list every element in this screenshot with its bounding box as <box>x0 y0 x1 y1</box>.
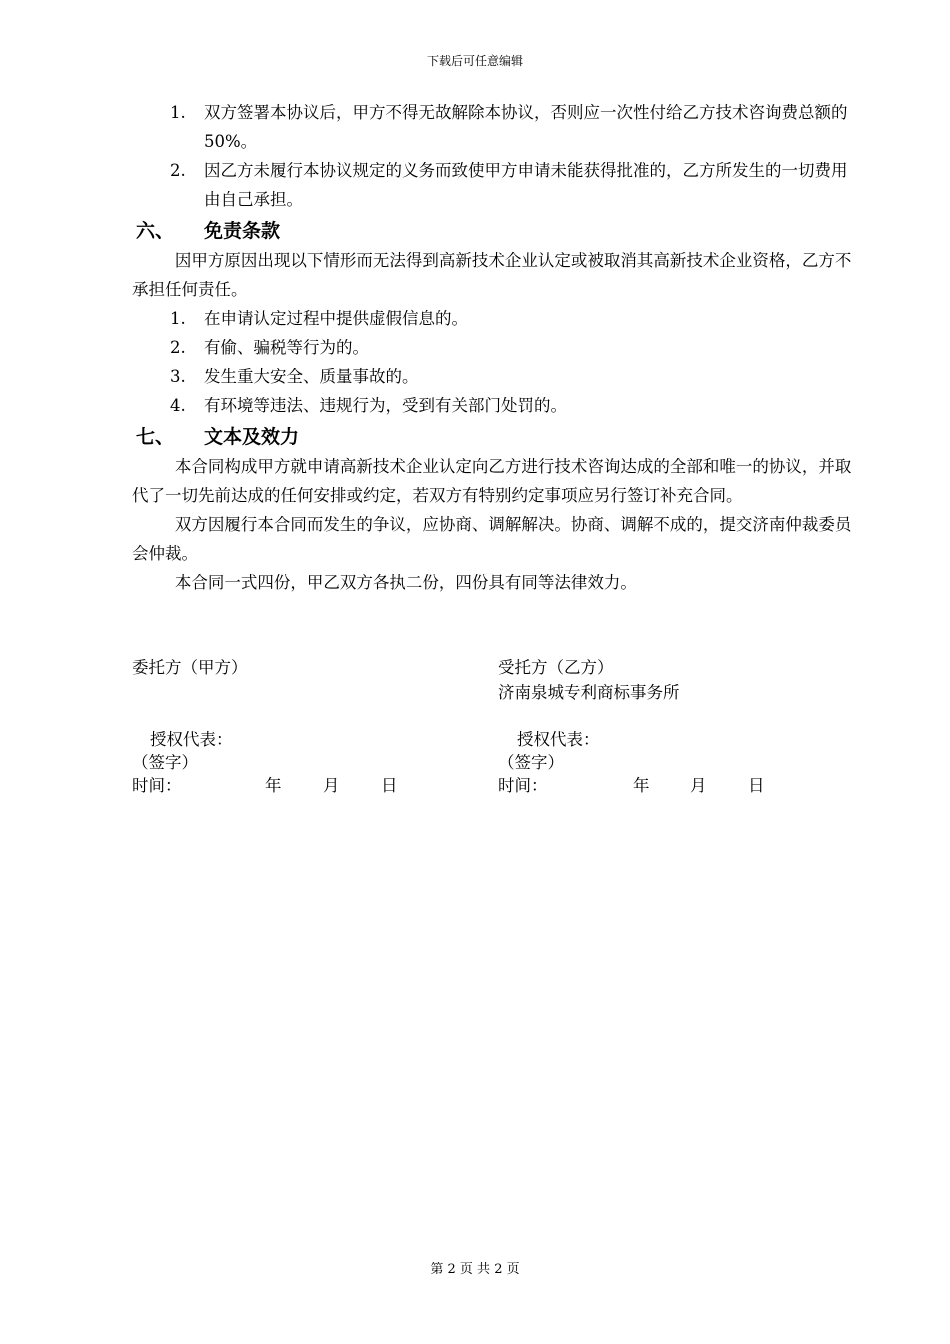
list-text: 在申请认定过程中提供虚假信息的。 <box>204 309 468 328</box>
list-item <box>132 304 860 333</box>
right-month-label: 月 <box>690 776 707 795</box>
list-item <box>132 362 860 391</box>
list-number: 1. <box>170 309 186 328</box>
section-heading <box>136 422 860 452</box>
left-rep-label: 授权代表： <box>150 730 233 749</box>
section-heading <box>136 216 860 246</box>
right-sign-label: （签字） <box>498 753 564 772</box>
right-party-label: 受托方（乙方） <box>498 658 614 677</box>
list-text: 有偷、骗税等行为的。 <box>204 338 369 357</box>
list-text: 因乙方未履行本协议规定的义务而致使甲方申请未能获得批准的，乙方所发生的一切费用由自己承担。 <box>204 161 848 209</box>
list-text: 有环境等违法、违规行为，受到有关部门处罚的。 <box>204 396 567 415</box>
list-text: 双方签署本协议后，甲方不得无故解除本协议，否则应一次性付给乙方技术咨询费总额的 50%。 <box>204 103 848 151</box>
right-day-label: 日 <box>748 776 765 795</box>
list-item <box>132 156 860 214</box>
list-number: 4. <box>170 396 186 415</box>
left-year-label: 年 <box>265 776 282 795</box>
list-item <box>132 391 860 420</box>
left-sign-label: （签字） <box>132 753 198 772</box>
page-footer: 第 2 页 共 2 页 <box>430 1262 520 1277</box>
paragraph: 本合同构成甲方就申请高新技术企业认定向乙方进行技术咨询达成的全部和唯一的协议，并取代了一切先前达成的任何安排或约定，若双方有特别约定事项应另行签订补充合同。 <box>132 457 852 505</box>
list-number: 2. <box>170 338 186 357</box>
list-item <box>132 333 860 362</box>
paragraph: 因甲方原因出现以下情形而无法得到高新技术企业认定或被取消其高新技术企业资格，乙方不承担任何责任。 <box>132 251 852 299</box>
paragraph: 本合同一式四份，甲乙双方各执二份，四份具有同等法律效力。 <box>174 573 637 592</box>
section-number: 七、 <box>136 426 175 448</box>
section-title: 免责条款 <box>204 220 281 242</box>
paragraph: 双方因履行本合同而发生的争议，应协商、调解解决。协商、调解不成的，提交济南仲裁委员会仲裁。 <box>132 515 852 563</box>
list-number: 3. <box>170 367 186 386</box>
left-party-label: 委托方（甲方） <box>132 658 248 677</box>
list-number: 1. <box>170 103 186 122</box>
page-header: 下载后可任意编辑 <box>426 54 523 68</box>
list-item <box>132 98 860 156</box>
list-text: 发生重大安全、质量事故的。 <box>204 367 419 386</box>
section-number: 六、 <box>136 220 175 242</box>
left-month-label: 月 <box>323 776 340 795</box>
right-party-name: 济南泉城专利商标事务所 <box>498 683 680 702</box>
section-title: 文本及效力 <box>204 426 300 448</box>
right-year-label: 年 <box>633 776 650 795</box>
left-day-label: 日 <box>381 776 398 795</box>
list-number: 2. <box>170 161 186 180</box>
right-rep-label: 授权代表： <box>517 730 600 749</box>
right-time-label: 时间： <box>498 776 548 795</box>
left-time-label: 时间： <box>132 776 182 795</box>
document-body <box>132 98 860 597</box>
